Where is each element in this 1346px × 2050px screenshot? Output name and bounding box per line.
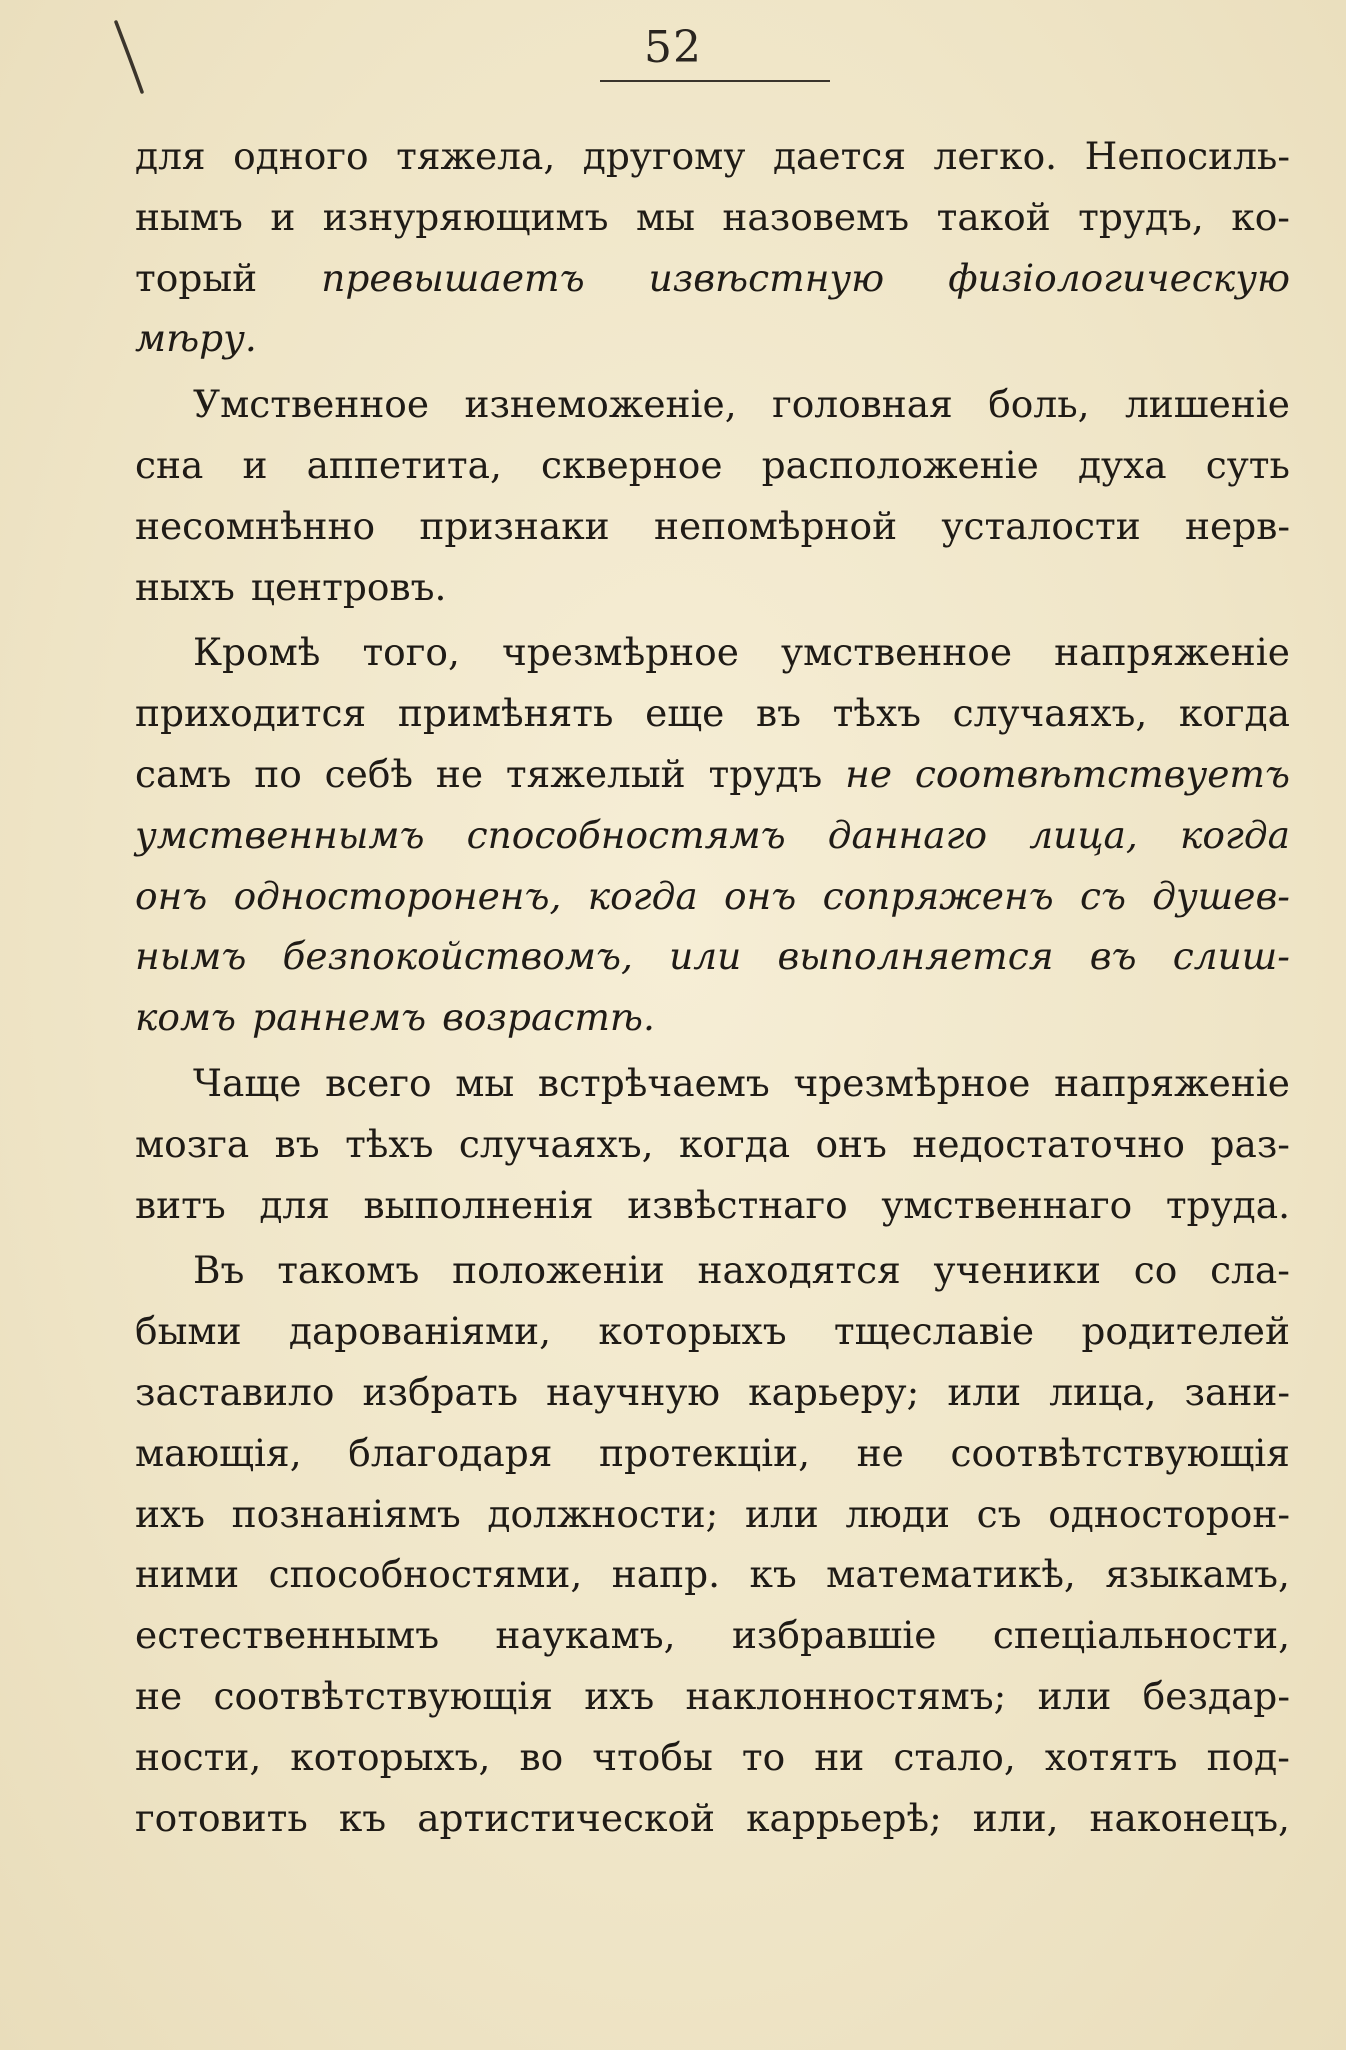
text-line: для одного тяжела, другому дается легко. Непосиль- <box>135 134 1290 178</box>
text-line: ними способностями, напр. къ математикѣ, языкамъ, <box>135 1552 1290 1597</box>
text-line: ности, которыхъ, во чтобы то ни стало, хотятъ под- <box>135 1734 1290 1779</box>
body-text <box>135 126 1290 1848</box>
text-line: нымъ и изнуряющимъ мы назовемъ такой трудъ, ко- <box>135 194 1290 239</box>
text-line: Умственное изнеможеніе, головная боль, лишеніе <box>193 382 1290 427</box>
text-line: Въ такомъ положеніи находятся ученики со сла- <box>193 1248 1290 1293</box>
text-line: ныхъ центровъ. <box>135 564 447 609</box>
page-number: 52 <box>644 22 702 73</box>
text-line: Кромѣ того, чрезмѣрное умственное напряженіе <box>193 630 1290 675</box>
text-line: мѣру. <box>135 316 257 361</box>
paragraph <box>135 126 1290 369</box>
text-line: онъ одностороненъ, когда онъ сопряженъ съ душев- <box>135 873 1290 918</box>
text-line: сна и аппетита, скверное расположеніе духа суть <box>135 442 1290 487</box>
text-line: приходится примѣнять еще въ тѣхъ случаяхъ, когда <box>135 691 1290 736</box>
text-line: быми дарованіями, которыхъ тщеславіе родителей <box>135 1309 1290 1354</box>
paragraph <box>135 374 1290 617</box>
text-line: умственнымъ способностямъ даннаго лица, когда <box>135 812 1290 857</box>
text-line: естественнымъ наукамъ, избравшіе спеціальности, <box>135 1613 1290 1658</box>
paragraph <box>135 1240 1290 1848</box>
text-line: самъ по себѣ не тяжелый трудъ не соотвѣтствуетъ <box>135 751 1290 796</box>
text-line: витъ для выполненія извѣстнаго умственнаго труда. <box>135 1182 1290 1227</box>
text-line: мающія, благодаря протекціи, не соотвѣтствующія <box>135 1430 1290 1475</box>
text-line: Чаще всего мы встрѣчаемъ чрезмѣрное напряженіе <box>193 1060 1290 1105</box>
text-line: мозга въ тѣхъ случаяхъ, когда онъ недостаточно раз- <box>135 1121 1290 1166</box>
text-line: заставило избрать научную карьеру; или лица, зани- <box>135 1369 1290 1414</box>
text-line: комъ раннемъ возрастѣ. <box>135 995 655 1040</box>
text-line: торый превышаетъ извѣстную физіологическую <box>135 255 1290 300</box>
header-rule <box>600 80 830 82</box>
paragraph <box>135 622 1290 1048</box>
text-line: нымъ безпокойствомъ, или выполняется въ слиш- <box>135 934 1290 979</box>
text-line: не соотвѣтствующія ихъ наклонностямъ; или бездар- <box>135 1673 1290 1718</box>
text-line: ихъ познаніямъ должности; или люди съ односторон- <box>135 1491 1290 1536</box>
text-line: готовить къ артистической каррьерѣ; или, наконецъ, <box>135 1795 1290 1840</box>
text-line: несомнѣнно признаки непомѣрной усталости нерв- <box>135 503 1290 548</box>
paragraph <box>135 1053 1290 1235</box>
